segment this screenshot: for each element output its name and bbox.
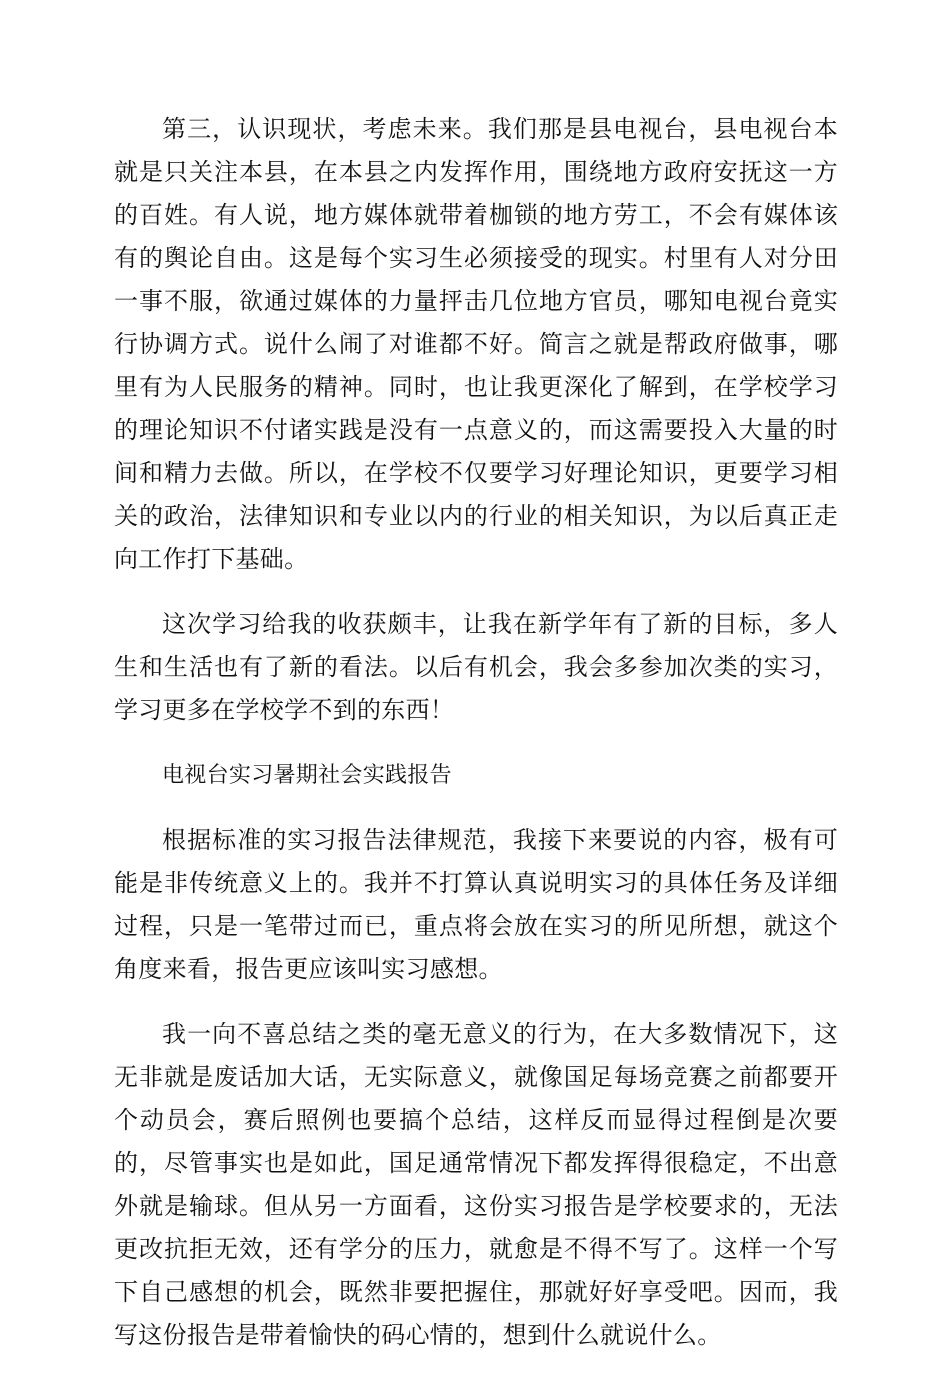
paragraph-harvest: 这次学习给我的收获颇丰，让我在新学年有了新的目标，多人生和生活也有了新的看法。以后有机会，我会多参加次类的实习，学习更多在学校学不到的东西！ xyxy=(114,610,838,724)
paragraph-current-situation: 第三，认识现状，考虑未来。我们那是县电视台，县电视台本就是只关注本县，在本县之内发挥作用，围绕地方政府安抚这一方的百姓。有人说，地方媒体就带着枷锁的地方劳工，不会有媒体该有的舆论自由。这是每个实习生必须接受的现实。村里有人对分田一事不服，欲通过媒体的力量抨击几位地方官员，哪知电视台竟实行协调方式。说什么闹了对谁都不好。简言之就是帮政府做事，哪里有为人民服务的精神。同时，也让我更深化了解到，在学校学习的理论知识不付诸实践是没有一点意义的，而这需要投入大量的时间和精力去做。所以，在学校不仅要学习好理论知识，更要学习相关的政治，法律知识和专业以内的行业的相关知识，为以后真正走向工作打下基础。 xyxy=(114,115,838,573)
document-body xyxy=(114,108,838,1379)
paragraph-report-intro: 根据标准的实习报告法律规范，我接下来要说的内容，极有可能是非传统意义上的。我并不打算认真说明实习的具体任务及详细过程，只是一笔带过而已，重点将会放在实习的所见所想，就这个角度来看，报告更应该叫实习感想。 xyxy=(114,826,838,983)
report-heading: 电视台实习暑期社会实践报告 xyxy=(162,763,452,788)
paragraph-summary-opinion: 我一向不喜总结之类的毫无意义的行为，在大多数情况下，这无非就是废话加大话，无实际意义，就像国足每场竞赛之前都要开个动员会，赛后照例也要搞个总结，这样反而显得过程倒是次要的，尽管事实也是如此，国足通常情况下都发挥得很稳定，不出意外就是输球。但从另一方面看，这份实习报告是学校要求的，无法更改抗拒无效，还有学分的压力，就愈是不得不写了。这样一个写下自己感想的机会，既然非要把握住，那就好好享受吧。因而，我写这份报告是带着愉快的码心情的，想到什么就说什么。 xyxy=(114,1020,838,1349)
